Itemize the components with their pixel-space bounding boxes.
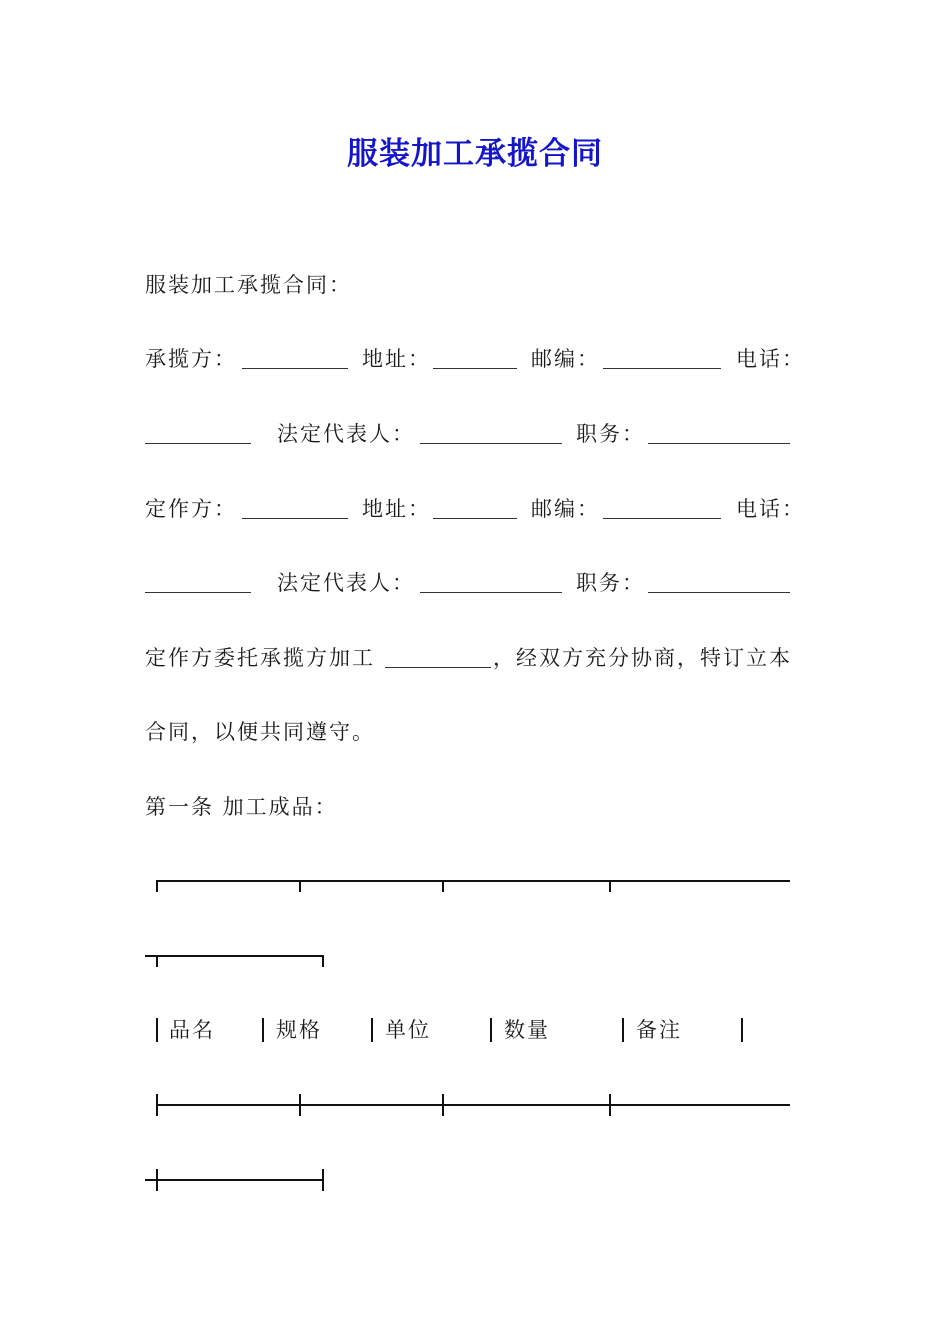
contractor-party-blank[interactable] [242,348,348,369]
paragraph-1-line-1 [0,643,950,673]
client-row-2 [0,568,950,598]
contractor-postcode-label: 邮编： [531,347,600,371]
article-1-heading: 第一条 加工成品： [145,795,338,819]
client-phone-blank[interactable] [145,572,251,593]
contractor-rep-blank[interactable] [420,423,562,444]
contractor-postcode-blank[interactable] [603,348,721,369]
contractor-position-label: 职务： [576,422,645,446]
client-rep-label: 法定代表人： [277,571,415,595]
client-phone-label: 电话： [736,497,805,521]
document-title: 服装加工承揽合同 [347,136,603,172]
contractor-row-2 [0,419,950,449]
client-address-label: 地址： [362,497,431,521]
paragraph-1-part-b: ，经双方充分协商，特订立本 [493,646,792,670]
paragraph-1-part-a: 定作方委托承揽方加工 [145,646,375,670]
processing-item-blank[interactable] [385,647,491,668]
contractor-rep-label: 法定代表人： [277,422,415,446]
contractor-party-label: 承揽方： [145,347,237,371]
contractor-position-blank[interactable] [648,423,790,444]
client-rep-blank[interactable] [420,572,562,593]
contractor-address-blank[interactable] [433,348,517,369]
client-address-blank[interactable] [433,498,517,519]
paragraph-1-line-2: 合同，以便共同遵守。 [145,720,375,744]
client-party-label: 定作方： [145,497,237,521]
client-position-label: 职务： [576,571,645,595]
table-header-unit: 单位 [385,1018,431,1042]
table-header-quantity: 数量 [504,1018,550,1042]
client-postcode-label: 邮编： [531,497,600,521]
contractor-phone-blank[interactable] [145,423,251,444]
client-postcode-blank[interactable] [603,498,721,519]
intro-line: 服装加工承揽合同： [145,273,352,297]
client-row-1 [0,494,950,524]
table-header-remarks: 备注 [636,1018,682,1042]
client-party-blank[interactable] [242,498,348,519]
table-header-spec: 规格 [276,1018,322,1042]
client-position-blank[interactable] [648,572,790,593]
contractor-row-1 [0,344,950,374]
table-header-name: 品名 [169,1018,215,1042]
contractor-address-label: 地址： [362,347,431,371]
contractor-phone-label: 电话： [736,347,805,371]
